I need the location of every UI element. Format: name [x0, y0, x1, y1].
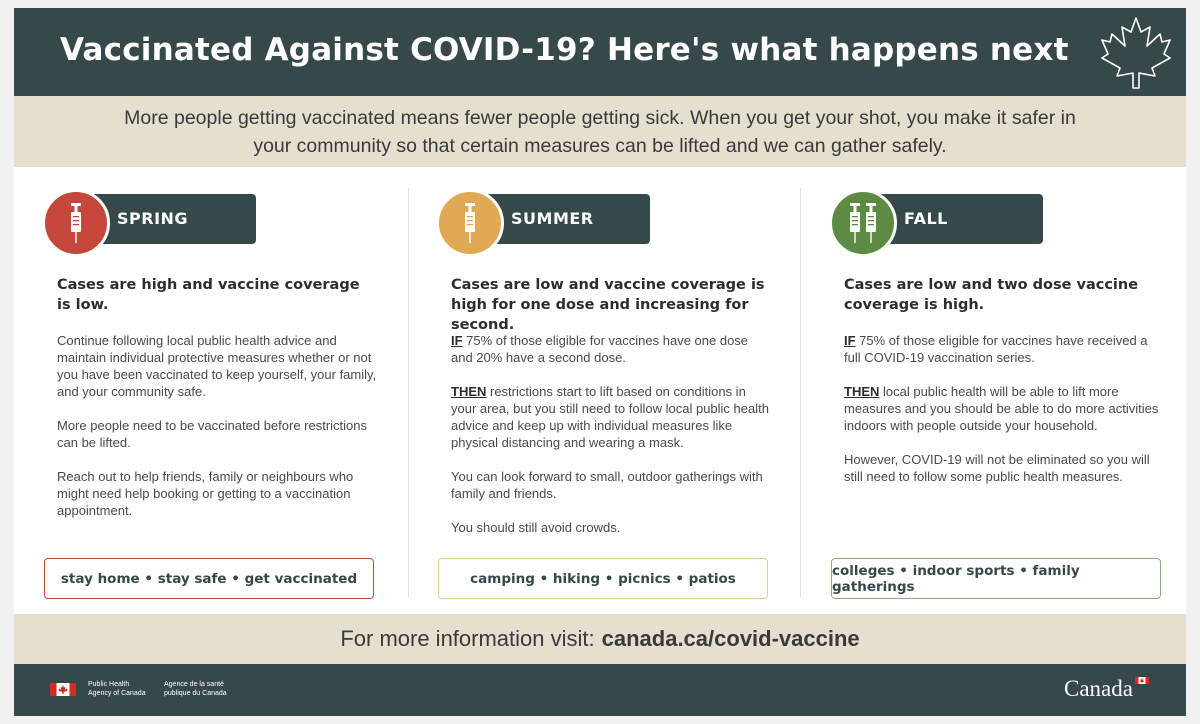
- body-paragraph: [451, 383, 771, 451]
- season-body: [57, 332, 377, 536]
- season-body: [451, 332, 771, 553]
- season-column-summer: [436, 167, 776, 612]
- maple-leaf-outline-icon: [1100, 16, 1172, 90]
- double-syringe-icon: [829, 189, 897, 257]
- body-paragraph: [844, 332, 1164, 366]
- canada-flag-icon: [50, 683, 76, 696]
- paragraph-text: 75% of those eligible for vaccines have one dose and 20% have a second dose.: [451, 333, 749, 365]
- canada-wordmark: Canada: [1064, 676, 1133, 701]
- body-paragraph: Reach out to help friends, family or neighbours who might need help booking or getting to a vaccination appointment.: [57, 469, 354, 518]
- season-label: SUMMER: [511, 209, 594, 228]
- body-paragraph: [844, 383, 1164, 434]
- season-body: [844, 332, 1164, 502]
- season-column-fall: [829, 167, 1169, 612]
- season-tagline: colleges • indoor sports • family gatherings: [831, 558, 1161, 599]
- if-keyword: IF: [451, 333, 463, 348]
- then-keyword: THEN: [844, 384, 880, 399]
- info-url-link[interactable]: canada.ca/covid-vaccine: [601, 626, 860, 651]
- paragraph-text: restrictions start to lift based on conditions in your area, but you still need to follow local public health advice and keep up with individual measures like physical distancing and wearing a mask.: [451, 384, 769, 450]
- if-keyword: IF: [844, 333, 856, 348]
- column-divider: [408, 188, 409, 598]
- intro-text: More people getting vaccinated means fewer people getting sick. When you get your shot, you make it safer in your community so that certain measures can be lifted and we can gather safely.: [124, 106, 1076, 157]
- season-column-spring: [42, 167, 382, 612]
- header-banner: [14, 8, 1186, 96]
- intro-band: [14, 96, 1186, 167]
- body-paragraph: [451, 332, 771, 366]
- paragraph-text: 75% of those eligible for vaccines have received a full COVID-19 vaccination series.: [844, 333, 1148, 365]
- season-subhead: Cases are low and two dose vaccine coverage is high.: [844, 277, 1139, 313]
- column-divider: [800, 188, 801, 598]
- agency-name-french: Agence de la santé publique du Canada: [164, 681, 227, 697]
- body-paragraph: More people need to be vaccinated before restrictions can be lifted.: [57, 418, 368, 450]
- season-subhead: Cases are high and vaccine coverage is low.: [57, 277, 360, 313]
- season-tagline: stay home • stay safe • get vaccinated: [44, 558, 374, 599]
- body-paragraph: Continue following local public health advice and maintain individual protective measures whether or not you have been vaccinated to keep yourself, your family, and your community safe.: [57, 333, 377, 399]
- info-bar: [14, 614, 1186, 664]
- body-paragraph: You should still avoid crowds.: [451, 520, 621, 535]
- syringe-icon: [436, 189, 504, 257]
- syringe-icon: [42, 189, 110, 257]
- body-paragraph: However, COVID-19 will not be eliminated so you will still need to follow some public health measures.: [844, 452, 1150, 484]
- footer: [14, 664, 1186, 716]
- agency-name-english: Public Health Agency of Canada: [88, 681, 146, 697]
- wordmark-flag-icon: [1135, 677, 1149, 684]
- info-prefix: For more information visit:: [340, 626, 595, 651]
- season-subhead: Cases are low and vaccine coverage is high for one dose and increasing for second.: [451, 277, 765, 333]
- page-title: Vaccinated Against COVID-19? Here's what happens next: [60, 32, 1069, 68]
- paragraph-text: local public health will be able to lift more measures and you should be able to do more activities indoors with people outside your household.: [844, 384, 1159, 433]
- then-keyword: THEN: [451, 384, 487, 399]
- season-label: SPRING: [117, 209, 189, 228]
- season-label: FALL: [904, 209, 948, 228]
- poster: [14, 8, 1186, 716]
- body-paragraph: You can look forward to small, outdoor gatherings with family and friends.: [451, 469, 763, 501]
- season-tagline: camping • hiking • picnics • patios: [438, 558, 768, 599]
